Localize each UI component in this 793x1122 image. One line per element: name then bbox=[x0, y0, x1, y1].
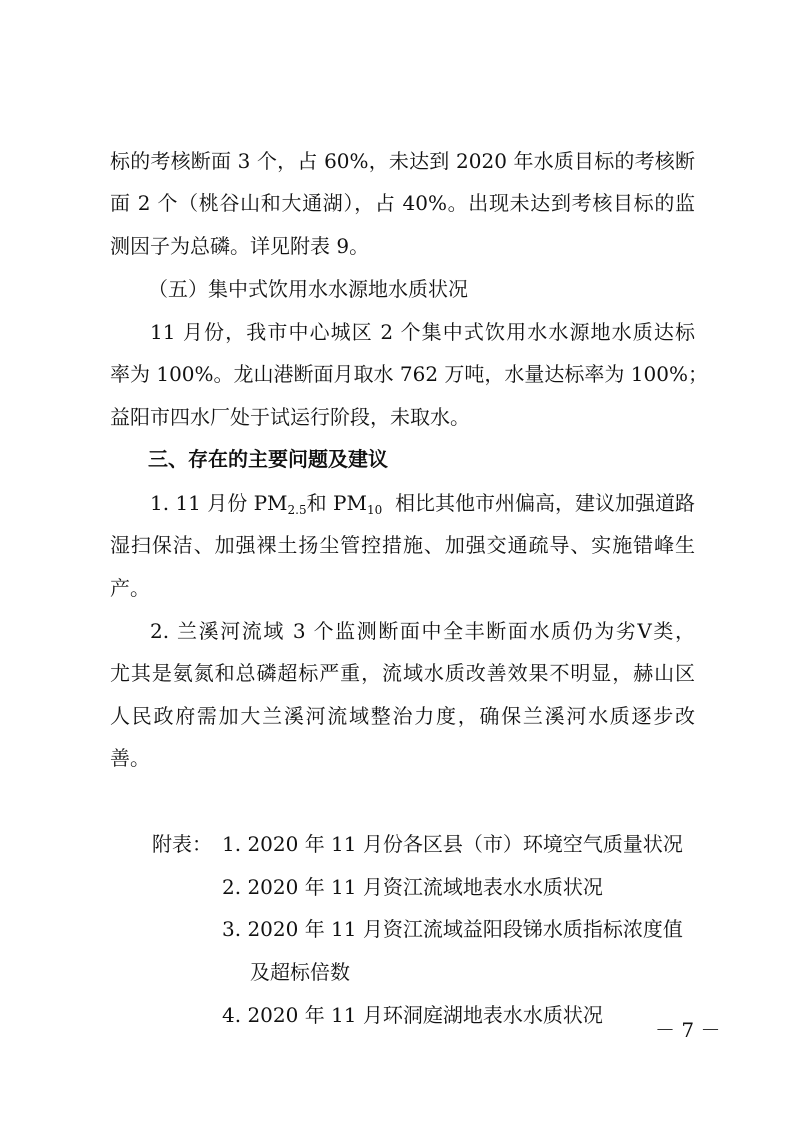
paragraph-line: 标的考核断面 3 个，占 60%，未达到 2020 年水质目标的考核断 bbox=[110, 149, 695, 173]
appendix-item: 1. 2020 年 11 月份各区县（市）环境空气质量状况 bbox=[222, 832, 683, 856]
paragraph-line: 人民政府需加大兰溪河流域整治力度，确保兰溪河水质逐步改 bbox=[110, 704, 695, 728]
appendix-item: 2. 2020 年 11 月资江流域地表水水质状况 bbox=[222, 875, 603, 899]
paragraph-line: 益阳市四水厂处于试运行阶段，未取水。 bbox=[110, 405, 470, 429]
appendix-item-continued: 及超标倍数 bbox=[250, 960, 350, 984]
appendix-item: 3. 2020 年 11 月资江流域益阳段锑水质指标浓度值 bbox=[222, 917, 683, 941]
paragraph-line: 面 2 个（桃谷山和大通湖），占 40%。出现未达到考核目标的监 bbox=[110, 191, 695, 215]
item1-text-c: 相比其他市州偏高，建议加强道路 bbox=[395, 491, 695, 515]
paragraph-line: 产。 bbox=[110, 576, 150, 600]
paragraph-line: 测因子为总磷。详见附表 9。 bbox=[110, 234, 370, 258]
item1-text-a: 1. 11 月份 $PM_{2.5}$和 $PM_{10}$ bbox=[150, 491, 383, 517]
paragraph-line: 善。 bbox=[110, 746, 150, 770]
section-heading: （五）集中式饮用水水源地水质状况 bbox=[148, 277, 468, 301]
section-heading: 三、存在的主要问题及建议 bbox=[148, 447, 388, 471]
paragraph-line: 11 月份，我市中心城区 2 个集中式饮用水水源地水质达标 bbox=[150, 320, 695, 344]
paragraph-line bbox=[150, 489, 695, 517]
paragraph-line: 率为 100%。龙山港断面月取水 762 万吨，水量达标率为 100%； bbox=[110, 362, 708, 386]
paragraph-line: 2. 兰溪河流域 3 个监测断面中全丰断面水质仍为劣V类， bbox=[150, 619, 695, 643]
paragraph-line: 尤其是氨氮和总磷超标严重，流域水质改善效果不明显，赫山区 bbox=[110, 661, 695, 685]
paragraph-line: 湿扫保洁、加强裸土扬尘管控措施、加强交通疏导、实施错峰生 bbox=[110, 533, 695, 557]
appendix-item: 4. 2020 年 11 月环洞庭湖地表水水质状况 bbox=[222, 1003, 603, 1027]
page-number: － 7 － bbox=[655, 1018, 721, 1042]
appendix-label: 附表： bbox=[152, 832, 212, 856]
